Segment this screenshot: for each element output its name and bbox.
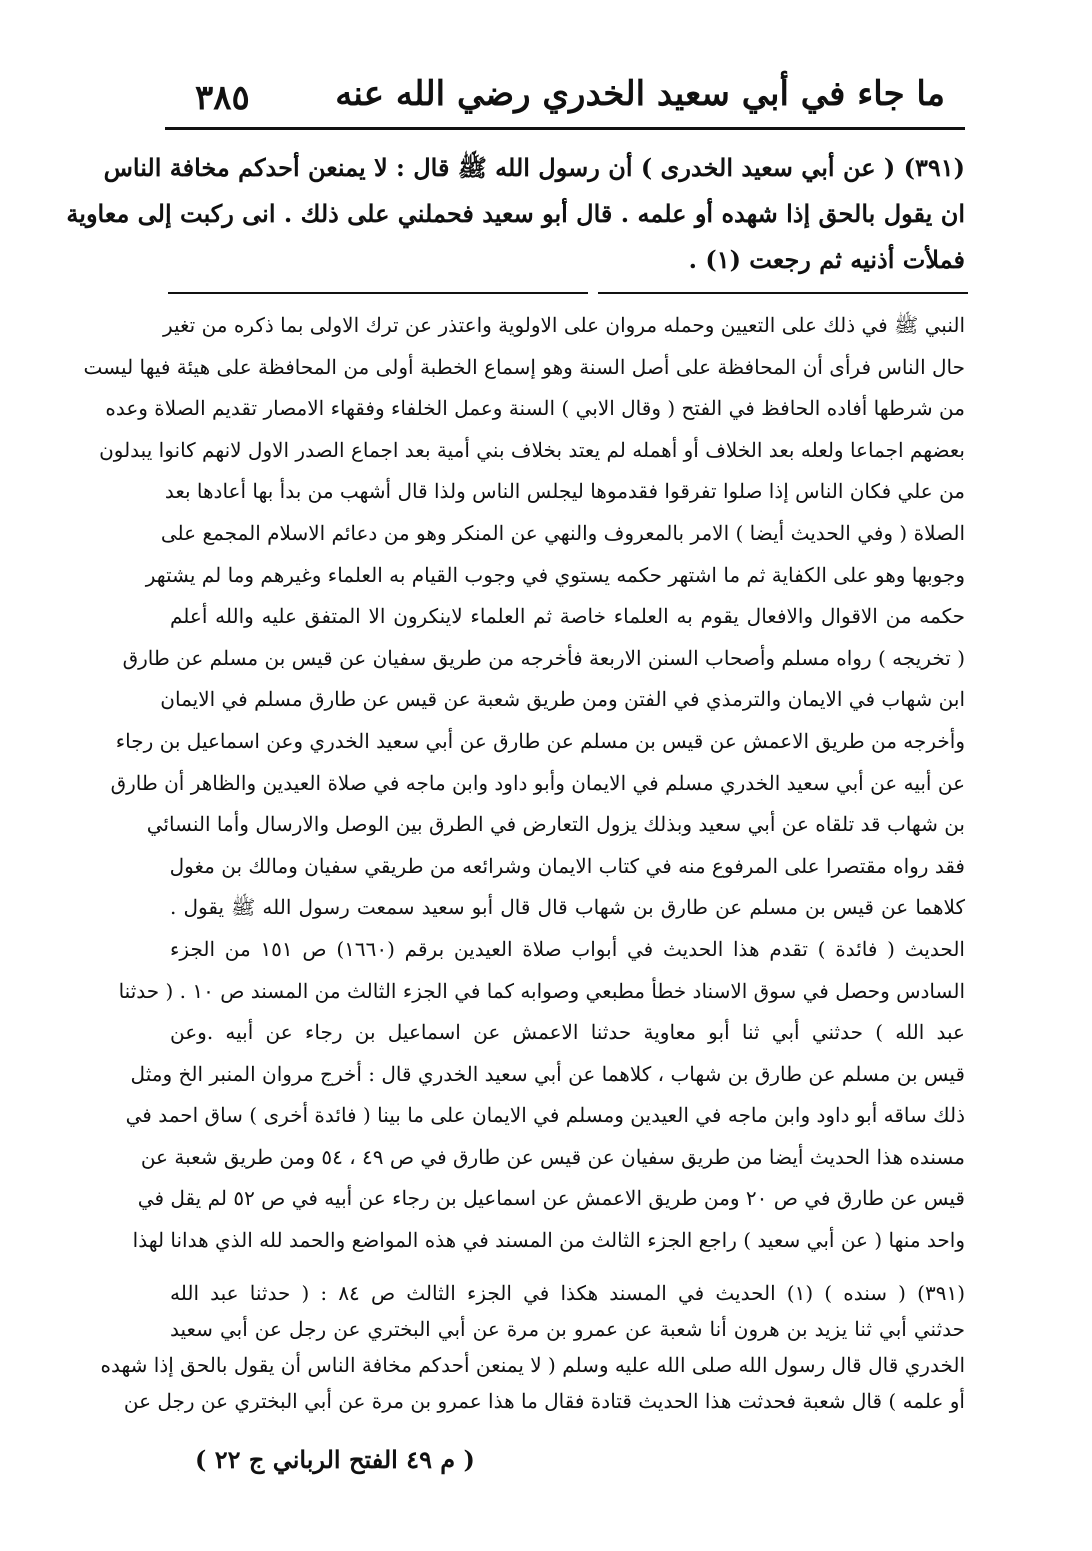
- printer-signature: ( م ٤٩ الفتح الرباني ج ٢٢ ): [195, 1445, 475, 1474]
- commentary-line: قيس عن طارق في ص ٢٠ ومن طريق الاعمش عن اسماعيل بن رجاء عن أبيه في ص ٥٢ لم يقل في: [137, 1186, 965, 1211]
- commentary-line: فقد رواه مقتصرا على المرفوع منه في كتاب الايمان وشرائعه من طريقي سفيان ومالك بن مغول: [169, 853, 965, 878]
- page-number: ٣٨٥: [195, 78, 250, 118]
- commentary-line: عن أبيه عن أبي سعيد الخدري مسلم في الايمان وأبو داود وابن ماجه في صلاة العيدين والظاهر أن طارق: [110, 770, 965, 795]
- commentary-line: بعضهم اجماعا ولعله بعد الخلاف أو أهمله لم يعتد بخلاف بني أمية بعد اجماع الصدر الاول لانهم كانوا يبدلون: [99, 437, 965, 462]
- hadith-line: فملأت أذنيه ثم رجعت (١) .: [688, 245, 965, 274]
- footnote-line: الخدري قال قال رسول الله صلى الله عليه وسلم ( لا يمنعن أحدكم مخافة الناس أن يقول بالحق إذا شهده: [100, 1353, 965, 1377]
- commentary-text: [83, 305, 965, 1262]
- commentary-line: بن شهاب قد تلقاه عن أبي سعيد وبذلك يزول التعارض في الطرق بين الوصل والارسال وأما النسائي: [146, 812, 965, 837]
- commentary-line: النبي ﷺ في ذلك على التعيين وحمله مروان على الاولوية واعتذر عن ترك الاولى بما ذكره من تغير: [162, 313, 965, 337]
- commentary-line: كلاهما عن قيس بن مسلم عن طارق بن شهاب قال قال أبو سعيد سمعت رسول الله ﷺ يقول .: [170, 895, 965, 920]
- commentary-line: ابن شهاب في الايمان والترمذي في الفتن ومن طريق شعبة عن قيس عن طارق مسلم في الايمان: [160, 687, 965, 712]
- commentary-line: وجوبها وهو على الكفاية ثم ما اشتهر حكمه يستوي في وجوب القيام به العلماء وغيرهم وما لم يشتهر: [145, 562, 965, 587]
- footnote-line: أو علمه ) قال شعبة فحدثت هذا الحديث قتادة فقال ما هذا عمرو بن مرة عن أبي البختري عن رجل عن: [123, 1389, 965, 1413]
- separator-rule-left: [168, 292, 588, 294]
- commentary-line: مسنده هذا الحديث أيضا من طريق سفيان عن قيس عن طارق في ص ٤٩ ، ٥٤ ومن طريق شعبة عن: [140, 1144, 965, 1169]
- commentary-line: واحد منها ( عن أبي سعيد ) راجع الجزء الثالث من المسند في هذه المواضع والحمد لله الذي هدانا لهذا: [132, 1228, 965, 1253]
- commentary-line: الصلاة ( وفي الحديث أيضا ) الامر بالمعروف والنهي عن المنكر وهو من دعائم الاسلام المجمع على: [160, 520, 965, 545]
- commentary-line: عبد الله ) حدثني أبي ثنا أبو معاوية حدثنا الاعمش عن اسماعيل بن رجاء عن أبيه .وعن: [170, 1020, 965, 1045]
- commentary-line: ( تخريجه ) رواه مسلم وأصحاب السنن الاربعة فأخرجه من طريق سفيان عن قيس بن مسلم عن طارق: [122, 645, 965, 670]
- commentary-line: قيس بن مسلم عن طارق بن شهاب ، كلاهما عن أبي سعيد الخدري قال : أخرج مروان المنبر الخ ومثل: [130, 1061, 965, 1086]
- commentary-line: حكمه من الاقوال والافعال يقوم به العلماء خاصة ثم العلماء لاينكرون الا المتفق عليه والله أعلم: [170, 604, 965, 629]
- commentary-line: وأخرجه من طريق الاعمش عن قيس بن مسلم عن طارق عن أبي سعيد الخدري وعن اسماعيل بن رجاء: [115, 728, 965, 753]
- footnote-line: (٣٩١) ( سنده ) (١) الحديث في المسند هكذا في الجزء الثالث ص ٨٤ : ( حدثنا عبد الله: [170, 1281, 965, 1305]
- hadith-line: ان يقول بالحق إذا شهده أو علمه . قال أبو سعيد فحملني على ذلك . انى ركبت إلى معاوية: [66, 199, 965, 228]
- separator-rule-right: [598, 292, 968, 294]
- running-title: ما جاء في أبي سعيد الخدري رضي الله عنه: [335, 74, 945, 114]
- hadith-text: [66, 145, 965, 283]
- commentary-line: الحديث ( فائدة ) تقدم هذا الحديث في أبواب صلاة العيدين برقم (١٦٦٠) ص ١٥١ من الجزء: [170, 936, 965, 961]
- footnote-line: حدثني أبي ثنا يزيد بن هرون أنا شعبة عن عمرو بن مرة عن أبي البختري عن رجل عن أبي سعيد: [170, 1317, 965, 1341]
- footnote-text: [100, 1275, 965, 1419]
- commentary-line: حال الناس فرأى أن المحافظة على أصل السنة وهو إسماع الخطبة أولى من المحافظة على هيئة فيها ليست: [83, 354, 965, 379]
- commentary-line: السادس وحصل في سوق الاسناد خطأ مطبعي وصوابه كما في الجزء الثالث من المسند ص ١٠ . ( حدثنا: [118, 978, 965, 1003]
- page-header: [165, 70, 965, 120]
- commentary-line: ذلك ساقه أبو داود وابن ماجه في العيدين ومسلم في الايمان على ما بينا ( فائدة أخرى ) ساق احمد في: [125, 1103, 965, 1128]
- header-rule: [165, 127, 965, 130]
- commentary-line: من علي فكان الناس إذا صلوا تفرقوا فقدموها ليجلس الناس ولذا قال أشهب من بدأ بها أعادها بعد: [164, 479, 965, 504]
- hadith-line: (٣٩١) ( عن أبي سعيد الخدرى ) أن رسول الله ﷺ قال : لا يمنعن أحدكم مخافة الناس: [103, 153, 965, 182]
- commentary-line: من شرطها أفاده الحافظ في الفتح ( وقال الابي ) السنة وعمل الخلفاء وفقهاء الامصار تقديم الصلاة وعده: [105, 396, 965, 421]
